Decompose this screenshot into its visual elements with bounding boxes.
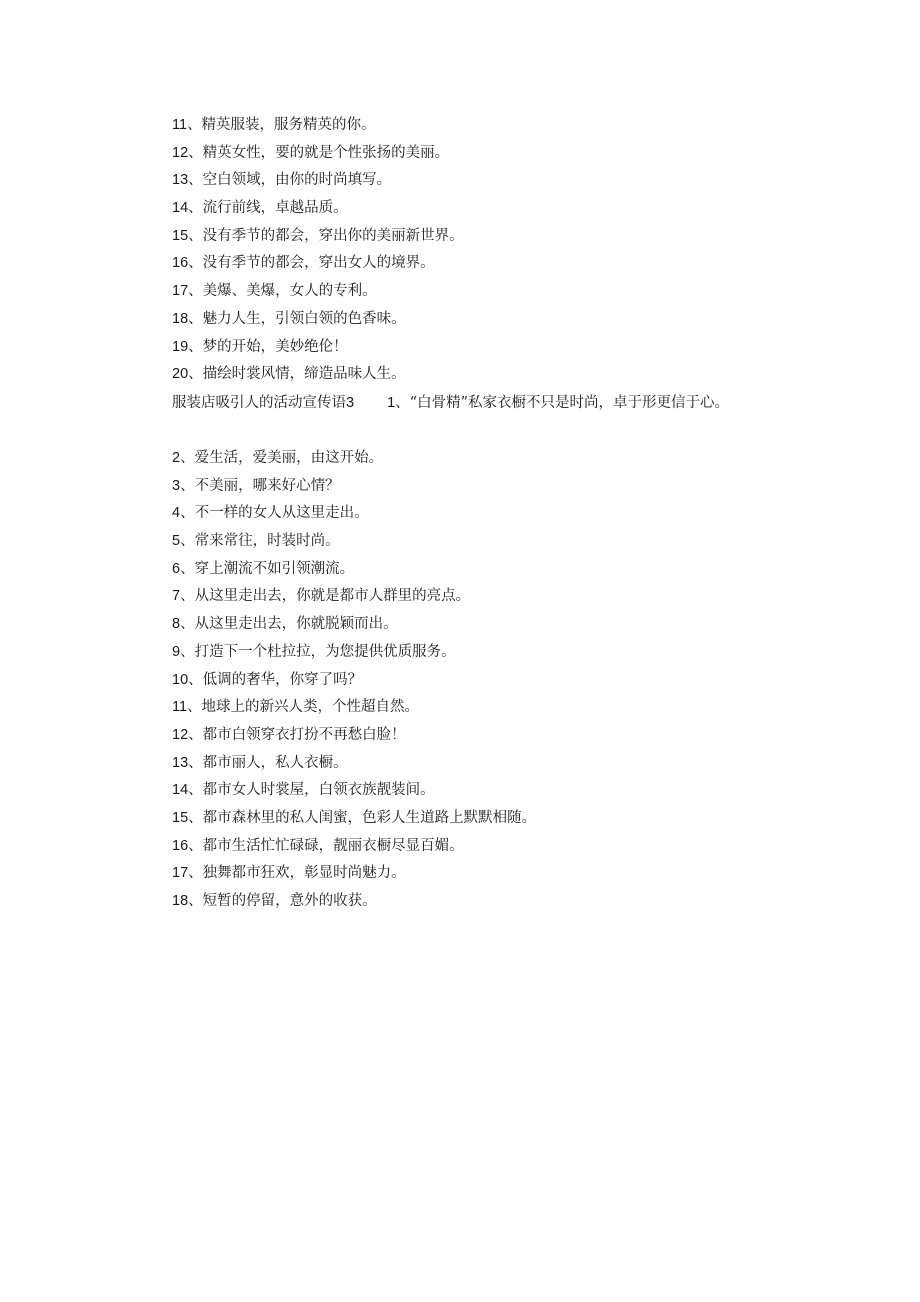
item-number: 12: [172, 144, 189, 161]
item-text: 、美爆、美爆，女人的专利。: [188, 283, 377, 300]
list-item: [172, 361, 872, 389]
item-text: 、穿上潮流不如引领潮流。: [180, 560, 355, 577]
item-text: 、精英女性，要的就是个性张扬的美丽。: [188, 144, 450, 161]
item-text: 、梦的开始，美妙绝伦！: [188, 338, 348, 355]
item-text: 、没有季节的都会，穿出女人的境界。: [188, 255, 435, 272]
item-number: 14: [172, 782, 189, 799]
list-item: [172, 694, 872, 722]
item-number: 6: [172, 560, 181, 577]
list-item: [172, 112, 872, 140]
item-text: 、魅力人生，引领白领的色香味。: [188, 310, 406, 327]
item-text: 、常来常往，时装时尚。: [180, 533, 340, 550]
item-text: 、“白骨精”私家衣橱不只是时尚，卓于形更信于心。: [395, 395, 729, 411]
item-number: 1: [387, 395, 396, 411]
item-number: 17: [172, 283, 189, 300]
item-number: 4: [172, 505, 181, 522]
list-item: [172, 722, 872, 750]
item-text: 、从这里走出去，你就脱颖而出。: [180, 616, 398, 633]
item-number: 17: [172, 865, 189, 882]
list-item: [172, 500, 872, 528]
list-item: [172, 223, 872, 251]
item-text: 、都市女人时裳屋，白领衣族靓装间。: [188, 782, 435, 799]
item-number: 14: [172, 200, 189, 217]
list-item: [172, 306, 872, 334]
list-item: [172, 195, 872, 223]
list-item: [172, 473, 872, 501]
item-number: 18: [172, 310, 189, 327]
item-number: 20: [172, 366, 189, 383]
item-text: 、描绘时裳风情，缔造品味人生。: [188, 366, 406, 383]
item-number: 3: [172, 477, 181, 494]
list-item: [172, 860, 872, 888]
list-item: [172, 833, 872, 861]
item-number: 11: [172, 699, 188, 716]
item-number: 9: [172, 643, 181, 660]
item-text: 、短暂的停留，意外的收获。: [188, 893, 377, 909]
list-item: [172, 667, 872, 695]
item-number: 2: [172, 450, 181, 466]
list-item: [172, 334, 872, 362]
item-text: 、都市生活忙忙碌碌，靓丽衣橱尽显百媚。: [188, 837, 464, 854]
item-number: 10: [172, 671, 189, 688]
item-text: 、不美丽，哪来好心情？: [180, 477, 340, 494]
item-text: 、打造下一个杜拉拉，为您提供优质服务。: [180, 643, 456, 660]
item-number: 11: [172, 117, 188, 133]
slogan-list-top: [172, 112, 872, 389]
item-number: 12: [172, 726, 189, 743]
item-text: 、地球上的新兴人类，个性超自然。: [187, 699, 420, 716]
list-item: [172, 445, 872, 473]
item-text: 、都市森林里的私人闺蜜，色彩人生道路上默默相随。: [188, 809, 537, 826]
item-number: 8: [172, 616, 181, 633]
item-text: 、精英服装，服务精英的你。: [187, 117, 376, 133]
item-number: 16: [172, 837, 189, 854]
list-item: [172, 805, 872, 833]
item-text: 、不一样的女人从这里走出。: [180, 505, 369, 522]
list-item: [172, 639, 872, 667]
section-heading-row: [172, 390, 729, 418]
item-text: 、没有季节的都会，穿出你的美丽新世界。: [188, 227, 464, 244]
item-text: 、独舞都市狂欢，彰显时尚魅力。: [188, 865, 406, 882]
item-number: 5: [172, 533, 181, 550]
list-item: [172, 556, 872, 584]
list-item: [172, 528, 872, 556]
list-item: [172, 583, 872, 611]
list-item: [172, 167, 872, 195]
section-title-number: 3: [346, 395, 355, 411]
item-number: 7: [172, 588, 181, 605]
item-text: 、爱生活，爱美丽，由这开始。: [180, 450, 384, 466]
item-number: 15: [172, 809, 189, 826]
item-text: 、都市白领穿衣打扮不再愁白脸！: [188, 726, 406, 743]
item-number: 15: [172, 227, 189, 244]
list-item: [172, 777, 872, 805]
item-number: 16: [172, 255, 189, 272]
list-item: [172, 888, 872, 916]
list-item: [172, 278, 872, 306]
item-number: 13: [172, 754, 189, 771]
item-number: 19: [172, 338, 189, 355]
item-text: 、流行前线，卓越品质。: [188, 200, 348, 217]
list-item: [172, 140, 872, 168]
item-text: 、空白领域，由你的时尚填写。: [188, 172, 392, 189]
list-item: [172, 611, 872, 639]
list-item: [172, 250, 872, 278]
section-title: 服装店吸引人的活动宣传语: [172, 395, 346, 411]
list-item: [172, 750, 872, 778]
item-text: 、低调的奢华，你穿了吗？: [188, 671, 363, 688]
slogan-list-bottom: [172, 445, 872, 916]
item-text: 、从这里走出去，你就是都市人群里的亮点。: [180, 588, 471, 605]
item-number: 18: [172, 893, 189, 909]
item-text: 、都市丽人，私人衣橱。: [188, 754, 348, 771]
item-number: 13: [172, 172, 189, 189]
